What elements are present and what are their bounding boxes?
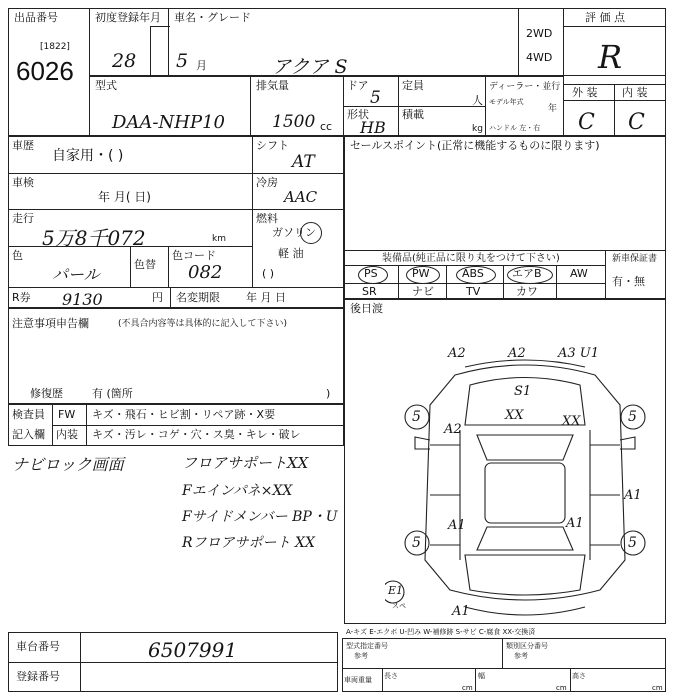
- equip-navi: ナビ: [412, 285, 434, 298]
- dealer-label: ディーラー・並行: [489, 82, 561, 92]
- name-change-value: 年 月 日: [246, 291, 286, 304]
- length-label: 長さ: [384, 672, 398, 680]
- note-line2: フロアサポートXX: [182, 454, 309, 472]
- mileage-value: 5万8千072: [42, 226, 146, 250]
- type-label: 型式: [95, 79, 117, 92]
- inspection-label: 車検: [12, 176, 34, 189]
- handle-label: ハンドル 左・右: [489, 124, 541, 132]
- fuel-value2: 軽 油: [278, 247, 304, 260]
- auction-sheet: 出品番号 [1822] 6026 初度登録年月 車名・グレード 28 5 月 アクア S 2WD 4WD 評 価 点 R 外 装 内 装 C C 型式 DAA-NHP10 排気量 1500 cc ドア 5 定員 人 形状 HB 積載 kg ディーラー・並行 モデル年式 年 ハンドル 左・右 車歴 自家用・( ) シフト AT 車検 年 月( 日) 冷房 AAC 走行 5万8千072 km 燃料 ガソリン 軽 油 ( ) 色 パール 色替 色コード 082 R券 9130 円 名変期限 年 月 日 セールスポイント(正常に機能するものに限ります) 装備品(純正品に限り丸をつけて下さい) 新車保証書 有・無 PS PW ABS エアB AW SR ナビ TV カワ 後日渡 注意事項申告欄 (不具合内容等は具体的に記入して下さい) 修復歴 有 (箇所 ) 検査員 記入欄 FW キズ・飛石・ヒビ割・リペア跡・X要 内装 キズ・汚レ・コゲ・穴・ス臭・キレ・破レ ナビロック画面 フロアサポートXX Fエインパネ×XX Fサイドメンバー BP・U Rフロアサポート XX A2 A2 A3 U1 S1 XX XX A2 A1 A1 A1 A1 5 5 5 5 E1 スペ 車台番号 6507991 登録番号 A-キズ E-エクボ U-凹み W-補修跡 S-サビ C-腐食 XX-交換済 型式指定番号 参考 類別区分番号 参考 長さ cm 幅 cm 高さ cm 車両重量: [0, 0, 700, 700]
- body-label: 形状: [347, 108, 369, 121]
- displacement-value: 1500: [272, 112, 316, 132]
- mark-a3u1: A3 U1: [558, 346, 600, 361]
- mark-a2-mid: A2: [508, 346, 526, 361]
- notes-label: 注意事項申告欄: [12, 317, 89, 330]
- warranty-value: 有・無: [612, 275, 645, 288]
- recycle-label: R券: [12, 291, 31, 304]
- month-unit: 月: [196, 59, 207, 72]
- legend: A-キズ E-エクボ U-凹み W-補修跡 S-サビ C-腐食 XX-交換済: [346, 628, 536, 636]
- entry-label: 記入欄: [12, 428, 45, 441]
- exterior-label: 外 装: [572, 86, 598, 99]
- equip-abs: ABS: [462, 267, 484, 280]
- displacement-unit: cc: [320, 120, 333, 133]
- rating-value: R: [598, 38, 623, 76]
- mark-xx-center: XX: [505, 408, 524, 423]
- fuel-value1: ガソリン: [272, 226, 316, 239]
- mark-a1-left: A1: [448, 518, 466, 533]
- exterior-grade: C: [578, 110, 595, 135]
- fuel-label: 燃料: [256, 212, 278, 225]
- class-label: 類別区分番号: [506, 642, 548, 650]
- length-unit: cm: [462, 684, 473, 692]
- first-reg-month: 5: [176, 50, 189, 72]
- rating-label: 評 価 点: [585, 11, 625, 24]
- interior-items: キズ・汚レ・コゲ・穴・ス臭・キレ・破レ: [92, 428, 301, 441]
- chassis-value: 6507991: [148, 638, 238, 662]
- sales-points-label: セールスポイント(正常に機能するものに限ります): [350, 139, 600, 152]
- history-label: 車歴: [12, 139, 34, 152]
- shift-label: シフト: [256, 139, 289, 152]
- doors-value: 5: [370, 88, 381, 108]
- first-reg-label: 初度登録年月: [95, 11, 161, 24]
- equip-tv: TV: [466, 285, 481, 298]
- color-value: パール: [52, 265, 100, 284]
- interior-row-label: 内装: [56, 428, 78, 441]
- fw-label: FW: [58, 408, 76, 421]
- mark-xx-right: XX: [562, 414, 581, 429]
- width-label: 幅: [478, 672, 485, 680]
- shift-value: AT: [292, 152, 315, 172]
- lot-label: 出品番号: [14, 11, 58, 24]
- mark-tire-rr: 5: [628, 535, 637, 551]
- note-line1: ナビロック画面: [12, 455, 124, 474]
- repair-value: 有 (箇所: [92, 387, 133, 400]
- equip-ps-circle: [358, 266, 388, 284]
- inspector-label: 検査員: [12, 408, 45, 421]
- chassis-label: 車台番号: [16, 640, 60, 653]
- class-sub: 参考: [514, 652, 528, 660]
- modify1-sub: 参考: [354, 652, 368, 660]
- fuel-circle: [300, 222, 322, 244]
- equip-abs-circle: [456, 266, 496, 284]
- lot-code: [1822]: [40, 42, 70, 52]
- load-label: 積載: [402, 108, 424, 121]
- interior-label: 内 装: [622, 86, 648, 99]
- modify1-label: 型式指定番号: [346, 642, 388, 650]
- color-code-value: 082: [188, 262, 223, 283]
- note-line5: Rフロアサポート XX: [182, 535, 315, 551]
- mark-e1: E1: [388, 584, 404, 597]
- equipment-label: 装備品(純正品に限り丸をつけて下さい): [382, 253, 560, 264]
- model-name-value: アクア S: [272, 56, 348, 78]
- type-value: DAA-NHP10: [112, 112, 225, 133]
- mark-a2-side: A2: [444, 422, 462, 437]
- mark-a1-right: A1: [624, 488, 642, 503]
- name-change-label: 名変期限: [176, 291, 220, 304]
- sales-points-box: [344, 136, 666, 251]
- equip-leather: カワ: [516, 285, 538, 298]
- mark-s1: S1: [514, 384, 532, 399]
- inspection-value: 年 月( 日): [98, 190, 151, 204]
- first-reg-year: 28: [112, 50, 137, 72]
- spec-footer-box: [342, 638, 666, 692]
- model-year-label: モデル年式: [489, 98, 524, 106]
- history-value: 自家用・( ): [52, 148, 124, 164]
- post-delivery-label: 後日渡: [350, 302, 383, 315]
- mark-a1-rear: A1: [566, 516, 584, 531]
- weight-label: 車両重量: [344, 676, 372, 684]
- repair-label: 修復歴: [30, 387, 63, 400]
- mark-tire-fl: 5: [412, 409, 421, 425]
- equip-airbag: エアB: [512, 267, 542, 280]
- width-unit: cm: [556, 684, 567, 692]
- recycle-value: 9130: [62, 290, 103, 309]
- equip-aw: AW: [570, 267, 588, 280]
- warranty-label: 新車保証書: [612, 254, 658, 264]
- body-value: HB: [360, 118, 386, 137]
- mileage-unit: km: [212, 234, 226, 244]
- interior-grade: C: [628, 110, 645, 135]
- color-change-label: 色替: [134, 258, 156, 271]
- equip-sr: SR: [362, 285, 377, 298]
- color-code-label: 色コード: [172, 249, 216, 262]
- mark-a1-bottom: A1: [452, 604, 470, 619]
- equip-pw-circle: [406, 266, 440, 284]
- mark-tire-rl: 5: [412, 535, 421, 551]
- aircon-value: AAC: [284, 188, 318, 206]
- model-name-label: 車名・グレード: [174, 11, 251, 24]
- displacement-label: 排気量: [256, 79, 289, 92]
- year-unit: 年: [548, 104, 558, 114]
- fw-items: キズ・飛石・ヒビ割・リペア跡・X要: [92, 408, 276, 421]
- mileage-label: 走行: [12, 212, 34, 225]
- mark-e1-sub: スペ: [392, 602, 406, 610]
- equip-ps: PS: [364, 267, 378, 280]
- reg-label: 登録番号: [16, 670, 60, 683]
- note-line3: Fエインパネ×XX: [182, 483, 293, 499]
- lot-number: 6026: [16, 56, 74, 86]
- capacity-label: 定員: [402, 79, 424, 92]
- drive-2wd: 2WD: [526, 27, 553, 40]
- capacity-unit: 人: [472, 94, 483, 107]
- fuel-value3: ( ): [262, 267, 275, 280]
- aircon-label: 冷房: [256, 176, 278, 189]
- equip-airbag-circle: [507, 266, 553, 284]
- height-label: 高さ: [572, 672, 586, 680]
- mark-tire-fr: 5: [628, 409, 637, 425]
- note-line4: Fサイドメンバー BP・U: [182, 509, 338, 525]
- notes-sub: (不具合内容等は具体的に記入して下さい): [118, 319, 288, 329]
- recycle-yen: 円: [152, 291, 163, 304]
- equip-pw: PW: [412, 267, 430, 280]
- reg-year-box: [150, 26, 170, 76]
- height-unit: cm: [652, 684, 663, 692]
- drive-4wd: 4WD: [526, 51, 553, 64]
- color-label: 色: [12, 249, 23, 262]
- load-unit: kg: [472, 124, 483, 134]
- doors-label: ドア: [347, 79, 369, 92]
- mark-a2-left: A2: [448, 346, 466, 361]
